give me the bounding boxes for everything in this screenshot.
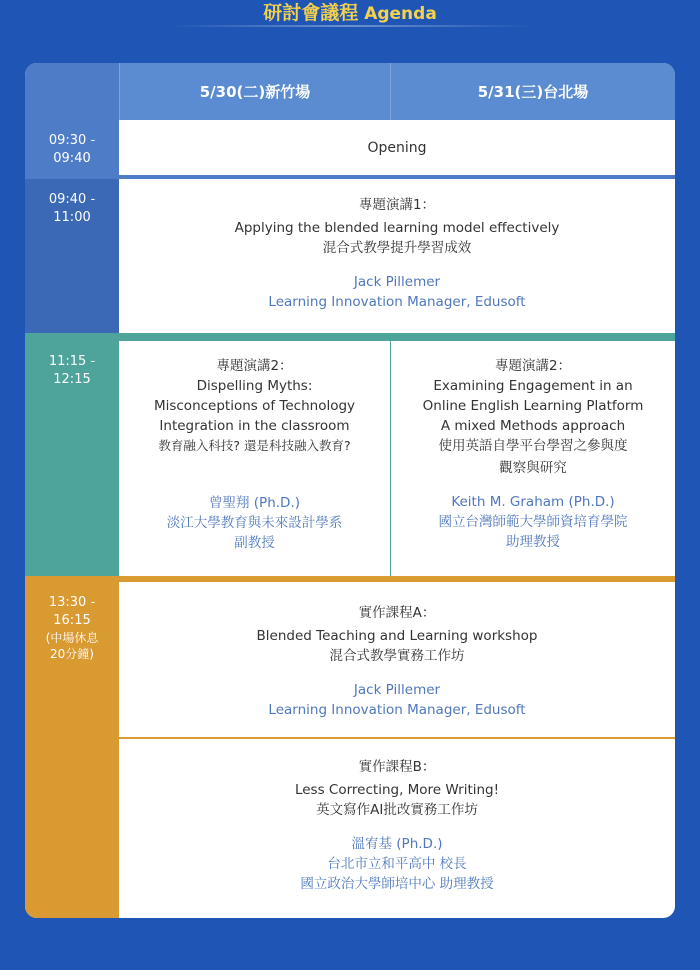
row-divider [25, 333, 675, 341]
agenda-title-zh: 研討會議程 [263, 2, 359, 24]
keynote2-taipei-line: A mixed Methods approach [440, 418, 626, 434]
keynote2-hsinchu-affiliation: 淡江大學教育與未來設計學系 [166, 515, 343, 531]
keynote2-hsinchu-speaker: 曾聖翔 (Ph.D.) [209, 495, 300, 511]
time-keynote2: 11:15 - 12:15 [25, 341, 119, 576]
workshop-b-heading: 實作課程B： [358, 759, 436, 775]
workshop-a-affiliation: Learning Innovation Manager, Edusoft [268, 702, 526, 718]
keynote1-title-zh: 混合式教學提升學習成效 [322, 240, 472, 256]
keynote2-hsinchu-cell [119, 356, 390, 553]
workshop-b-cell [119, 757, 675, 894]
time-workshop: 13:30 - 16:15 (中場休息 20分鐘) [25, 582, 119, 918]
row-divider [25, 175, 675, 179]
time-keynote1: 09:40 - 11:00 [25, 179, 119, 333]
time-opening: 09:30 - 09:40 [25, 120, 119, 175]
keynote2-hsinchu-heading: 專題演講2： [216, 358, 293, 374]
row-divider [25, 576, 675, 582]
agenda-table [25, 63, 675, 918]
keynote1-speaker: Jack Pillemer [353, 274, 441, 290]
keynote2-taipei-speaker: Keith M. Graham (Ph.D.) [451, 494, 615, 510]
keynote1-cell [119, 195, 675, 312]
workshop-a-title-en: Blended Teaching and Learning workshop [256, 628, 538, 644]
keynote1-heading: 專題演講1： [358, 197, 436, 213]
keynote1-title-en: Applying the blended learning model effectively [234, 220, 560, 236]
workshop-a-cell [119, 603, 675, 720]
workshop-a-speaker: Jack Pillemer [353, 682, 441, 698]
column-header-taipei: 5/31(三)台北場 [390, 63, 675, 120]
workshop-b-title-zh: 英文寫作AI批改實務工作坊 [316, 802, 478, 818]
keynote2-taipei-affiliation: 國立台灣師範大學師資培育學院 [438, 514, 628, 530]
keynote2-hsinchu-line: Misconceptions of Technology [153, 398, 356, 414]
page-header [0, 0, 700, 30]
workshop-b-speaker: 溫宥基 (Ph.D.) [351, 836, 443, 852]
workshop-b-affiliation: 台北市立和平高中 校長 [327, 856, 467, 872]
workshop-b-title-en: Less Correcting, More Writing! [294, 782, 500, 798]
workshop-a-heading: 實作課程A： [358, 605, 436, 621]
keynote2-taipei-title: 助理教授 [506, 534, 560, 550]
opening-label: Opening [367, 139, 427, 156]
row-divider [119, 737, 675, 739]
keynote2-taipei-line: Online English Learning Platform [422, 398, 644, 414]
keynote1-affiliation: Learning Innovation Manager, Edusoft [268, 294, 526, 310]
keynote2-taipei-cell [391, 356, 675, 552]
column-header-hsinchu: 5/30(二)新竹場 [119, 63, 390, 120]
keynote2-hsinchu-title: 副教授 [234, 535, 275, 551]
keynote2-hsinchu-line: 教育融入科技? 還是科技融入教育? [158, 438, 351, 453]
agenda-title-en: Agenda [364, 4, 437, 24]
keynote2-hsinchu-line: Dispelling Myths: [196, 378, 313, 394]
keynote2-taipei-line: 使用英語自學平台學習之參與度 [438, 438, 628, 454]
keynote2-hsinchu-line: Integration in the classroom [159, 418, 350, 434]
header-corner [25, 63, 119, 120]
keynote2-taipei-line: Examining Engagement in an [433, 378, 633, 394]
keynote2-taipei-line: 觀察與研究 [499, 460, 567, 476]
opening-cell [119, 120, 675, 175]
workshop-b-affiliation: 國立政治大學師培中心 助理教授 [300, 876, 494, 892]
workshop-a-title-zh: 混合式教學實務工作坊 [329, 648, 465, 664]
keynote2-taipei-heading: 專題演講2： [494, 358, 572, 374]
